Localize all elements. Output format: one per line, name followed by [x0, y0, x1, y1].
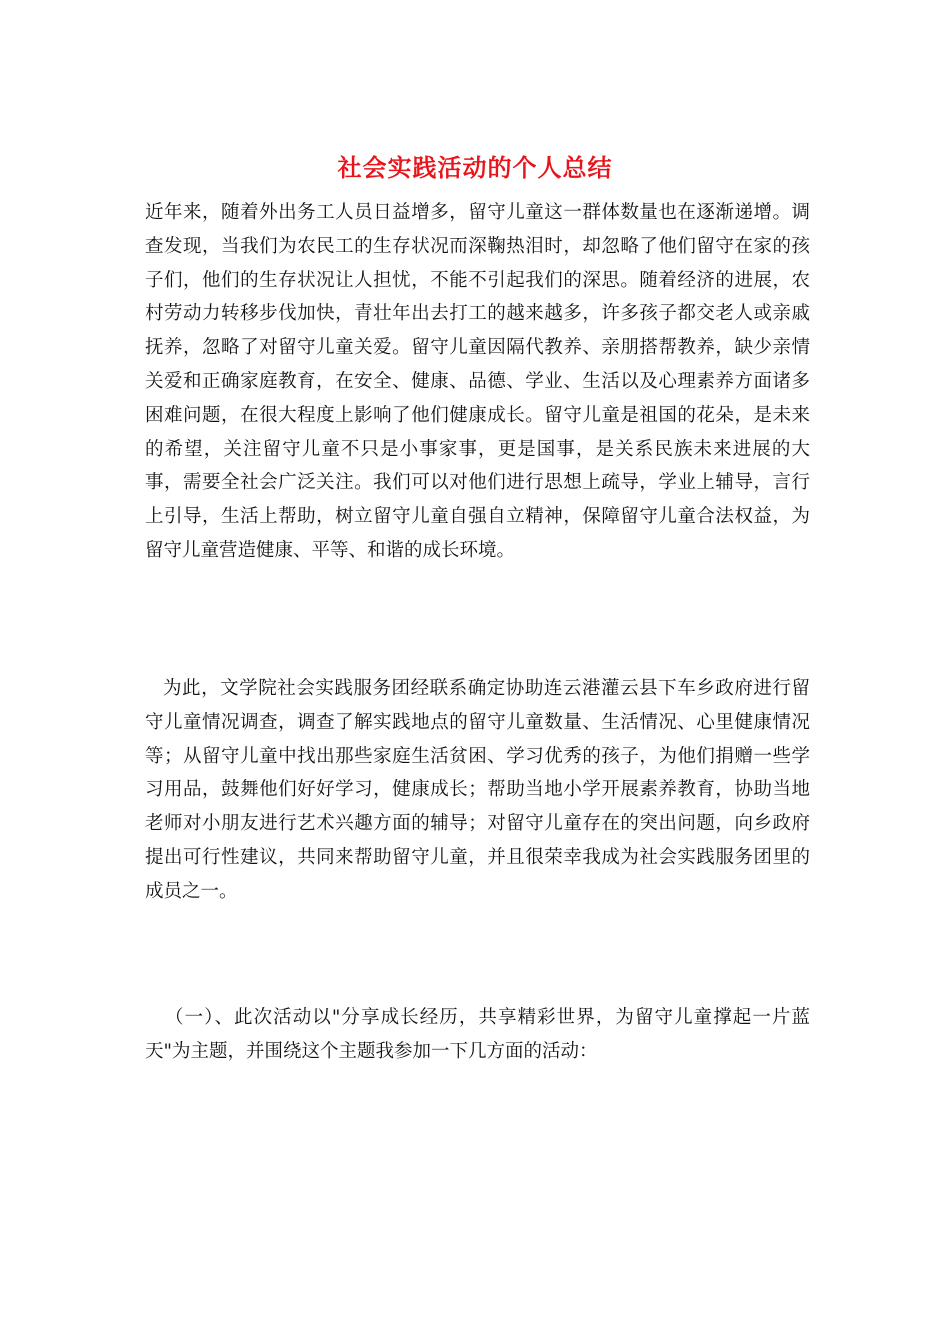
document-title: 社会实践活动的个人总结 — [337, 153, 613, 182]
paragraph-intro: 近年来，随着外出务工人员日益增多，留守儿童这一群体数量也在逐渐递增。调查发现，当我们为农民工的生存状况而深鞠热泪时，却忽略了他们留守在家的孩子们，他们的生存状况让人担忧，不能不引起我们的深思。随着经济的进展，农村劳动力转移步伐加快，青壮年出去打工的越来越多，许多孩子都交老人或亲戚抚养，忽略了对留守儿童关爱。留守儿童因隔代教养、亲朋搭帮教养，缺少亲情关爱和正确家庭教育，在安全、健康、品德、学业、生活以及心理素养方面诸多困难问题，在很大程度上影响了他们健康成长。留守儿童是祖国的花朵，是未来的希望，关注留守儿童不只是小事家事，更是国事，是关系民族未来进展的大事，需要全社会广泛关注。我们可以对他们进行思想上疏导，学业上辅导，言行上引导，生活上帮助，树立留守儿童自强自立精神，保障留守儿童合法权益，为留守儿童营造健康、平等、和谐的成长环境。 — [145, 202, 810, 561]
paragraph-service-team: 为此，文学院社会实践服务团经联系确定协助连云港灌云县下车乡政府进行留守儿童情况调查，调查了解实践地点的留守儿童数量、生活情况、心里健康情况等；从留守儿童中找出那些家庭生活贫困、学习优秀的孩子，为他们捐赠一些学习用品，鼓舞他们好好学习，健康成长；帮助当地小学开展素养教育，协助当地老师对小朋友进行艺术兴趣方面的辅导；对留守儿童存在的突出问题，向乡政府提出可行性建议，共同来帮助留守儿童，并且很荣幸我成为社会实践服务团里的成员之一。 — [145, 678, 810, 902]
paragraph-activity-theme: （一）、此次活动以"分享成长经历，共享精彩世界，为留守儿童撑起一片蓝天"为主题，并围绕这个主题我参加一下几方面的活动： — [145, 1007, 810, 1062]
